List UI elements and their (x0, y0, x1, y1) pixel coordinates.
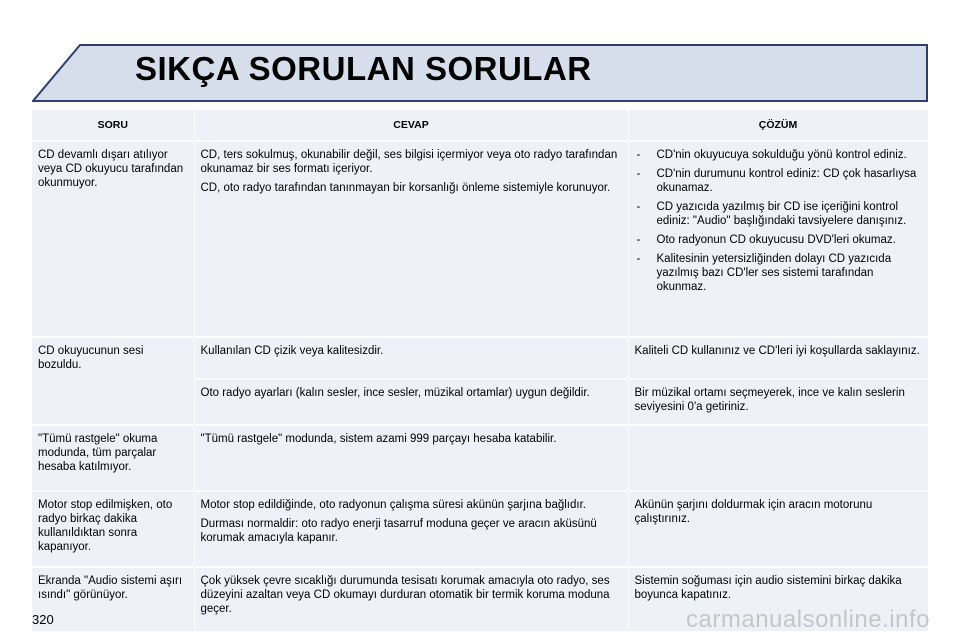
table-row (32, 337, 928, 379)
table-row (32, 141, 928, 337)
solution-cell (628, 425, 928, 491)
column-header-question: SORU (32, 110, 194, 141)
table-header-row (32, 110, 928, 141)
answer-paragraph: CD, oto radyo tarafından tanınmayan bir korsanlığı önleme sistemiyle korunuyor. (200, 182, 611, 195)
solution-cell: Bir müzikal ortamı seçmeyerek, ince ve kalın seslerin seviyesini 0'a getiriniz. (628, 379, 928, 425)
solution-cell (628, 141, 928, 337)
column-header-solution: ÇÖZÜM (628, 110, 928, 141)
answer-paragraph: Durması normaldir: oto radyo enerji tasarruf moduna geçer ve aracın aküsünü korumak amacıyla kapanır. (200, 518, 597, 545)
answer-paragraph: CD, ters sokulmuş, okunabilir değil, ses bilgisi içermiyor veya oto radyo tarafından okunamaz bir ses formatı içeriyor. (200, 149, 618, 176)
solution-list (635, 148, 922, 294)
answer-cell: Oto radyo ayarları (kalın sesler, ince sesler, müzikal ortamlar) uygun değildir. (194, 379, 628, 425)
question-cell: Motor stop edilmişken, oto radyo birkaç dakika kullanıldıktan sonra kapanıyor. (32, 491, 194, 567)
solution-list-item: - Kalitesinin yetersizliğinden dolayı CD yazıcıda yazılmış bazı CD'ler ses sistemi tarafından okunmaz. (635, 252, 922, 294)
watermark: carmanualsonline.info (686, 606, 930, 633)
question-cell: CD okuyucunun sesi bozuldu. (32, 337, 194, 425)
solution-list-item: - CD'nin okuyucuya sokulduğu yönü kontrol ediniz. (635, 148, 922, 162)
column-header-answer: CEVAP (194, 110, 628, 141)
answer-cell (194, 491, 628, 567)
answer-cell: "Tümü rastgele" modunda, sistem azami 999 parçayı hesaba katabilir. (194, 425, 628, 491)
question-cell: "Tümü rastgele" okuma modunda, tüm parçalar hesaba katılmıyor. (32, 425, 194, 491)
question-cell: CD devamlı dışarı atılıyor veya CD okuyucu tarafından okunmuyor. (32, 141, 194, 337)
solution-list-item: - CD yazıcıda yazılmış bir CD ise içeriğini kontrol ediniz: "Audio" başlığındaki tavsiyelere danışınız. (635, 200, 922, 228)
answer-cell: Çok yüksek çevre sıcaklığı durumunda tesisatı korumak amacıyla oto radyo, ses düzeyini azaltan veya CD okumayı durduran otomatik bir termik koruma moduna geçer. (194, 567, 628, 631)
page-title: SIKÇA SORULAN SORULAR (135, 50, 592, 87)
page-number: 320 (32, 612, 54, 627)
answer-cell (194, 141, 628, 337)
solution-cell: Kaliteli CD kullanınız ve CD'leri iyi koşullarda saklayınız. (628, 337, 928, 379)
solution-list-item: - Oto radyonun CD okuyucusu DVD'leri okumaz. (635, 233, 922, 247)
answer-cell: Kullanılan CD çizik veya kalitesizdir. (194, 337, 628, 379)
question-cell: Ekranda "Audio sistemi aşırı ısındı" görünüyor. (32, 567, 194, 631)
table-row (32, 425, 928, 491)
solution-cell: Akünün şarjını doldurmak için aracın motorunu çalıştırınız. (628, 491, 928, 567)
solution-cell: Sistemin soğuması için audio sistemini birkaç dakika boyunca kapatınız. (628, 567, 928, 631)
table-row (32, 491, 928, 567)
solution-list-item: - CD'nin durumunu kontrol ediniz: CD çok hasarlıysa okunamaz. (635, 167, 922, 195)
faq-table (32, 110, 929, 631)
answer-paragraph: Motor stop edildiğinde, oto radyonun çalışma süresi akünün şarjına bağlıdır. (200, 499, 586, 512)
